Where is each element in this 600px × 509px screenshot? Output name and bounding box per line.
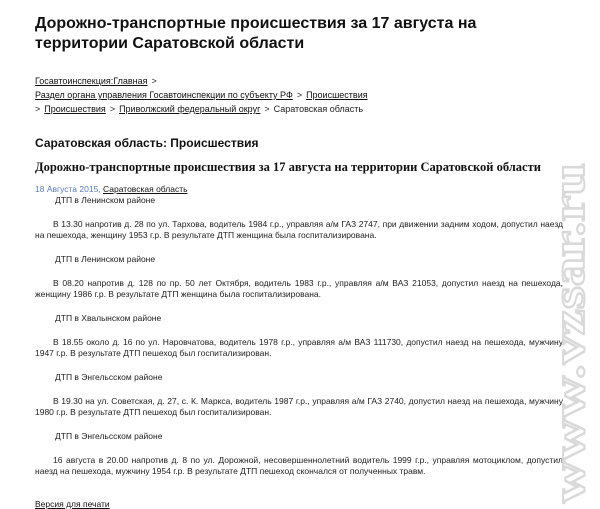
incident-text: В 19.30 на ул. Советская, д. 27, с. К. Маркса, водитель 1987 г.р., управляя а/м ГАЗ 2740, допустил наезд на пешехода, мужчину 1980 г.р. В результате ДТП пешеход был госпитализирован. <box>35 396 563 417</box>
breadcrumb-separator: > <box>109 104 116 114</box>
breadcrumb-line-2 <box>35 88 563 102</box>
breadcrumb-link-incidents-2[interactable]: Происшествия <box>44 104 106 114</box>
incident-district: ДТП в Энгельсском районе <box>55 372 163 382</box>
incident-district: ДТП в Ленинском районе <box>55 254 156 264</box>
section-title: Саратовская область: Происшествия <box>35 136 259 150</box>
incident-district: ДТП в Ленинском районе <box>55 195 156 205</box>
incident-text: 16 августа в 20.00 напротив д. 8 по ул. Дорожной, несовершеннолетний водитель 1999 г.р., управляя мотоциклом, допустил наезд на пешехода, мужчину 1954 г.р. В результате ДТП пешеход скончался от полученных травм. <box>35 455 563 476</box>
print-version-link[interactable]: Версия для печати <box>35 499 110 509</box>
article-title: Дорожно-транспортные происшествия за 17 августа на территории Саратовской области <box>35 160 541 174</box>
article-meta <box>35 183 563 195</box>
breadcrumb-separator: > <box>264 104 270 114</box>
watermark-text: www.vzsar.ru <box>544 242 594 503</box>
breadcrumb-link-incidents[interactable]: Происшествия <box>306 90 368 100</box>
breadcrumb-line-1 <box>35 74 563 88</box>
breadcrumb <box>35 74 563 116</box>
incident-district: ДТП в Хвалынском районе <box>55 313 162 323</box>
article-body <box>35 195 563 477</box>
incident-district: ДТП в Энгельсском районе <box>55 431 163 441</box>
article-category-link[interactable]: Саратовская область <box>103 184 188 194</box>
incident-text: В 18.55 около д. 16 по ул. Наровчатова, водитель 1978 г.р., управляя а/м ВАЗ 111730, допустил наезд на пешехода, мужчину 1947 г.р. В результате ДТП пешеход был госпитализирован. <box>35 337 563 358</box>
breadcrumb-link-home[interactable]: Госавтоинспекция:Главная <box>35 76 148 86</box>
incident-text: В 13.30 напротив д. 28 по ул. Тархова, водитель 1984 г.р., управляя а/м ГАЗ 2747, при движении задним ходом, допустил наезд на пешехода, женщину 1953 г.р. В результате ДТП женщина была госпитализирована. <box>35 219 563 240</box>
breadcrumb-line-3 <box>35 102 563 116</box>
breadcrumb-current: Саратовская область <box>273 104 364 114</box>
breadcrumb-separator: > <box>296 90 303 100</box>
page-title: Дорожно-транспортные происшествия за 17 августа на территории Саратовской области <box>35 15 477 52</box>
page-content <box>35 14 563 477</box>
breadcrumb-link-department[interactable]: Раздел органа управления Госавтоинспекции по субъекту РФ <box>35 90 293 100</box>
article-date: 18 Августа 2015, <box>35 184 101 194</box>
breadcrumb-link-volga-district[interactable]: Приволжский федеральный округ <box>119 104 261 114</box>
incident-text: В 08.20 напротив д. 128 по пр. 50 лет Октября, водитель 1983 г.р., управляя а/м ВАЗ 21053, допустил наезд на пешехода, женщину 1986 г.р. В результате ДТП женщина была госпитализирована. <box>35 278 563 299</box>
breadcrumb-separator: > <box>35 104 41 114</box>
breadcrumb-separator: > <box>151 76 157 86</box>
